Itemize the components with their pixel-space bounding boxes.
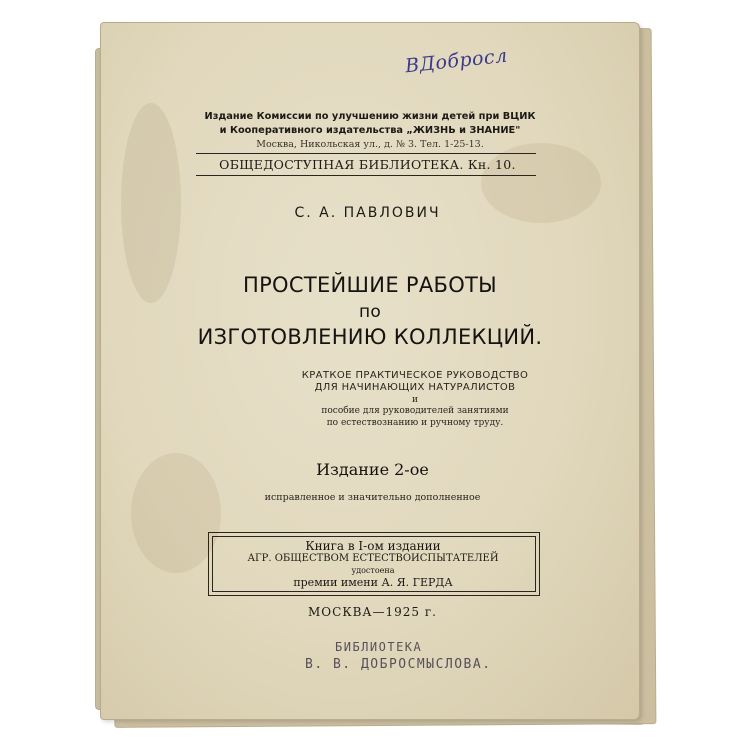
- divider-rule: [196, 175, 536, 176]
- publisher-line-1: Издание Комиссии по улучшению жизни детей при ВЦИК: [204, 111, 536, 122]
- publisher-address: Москва, Никольская ул., д. № 3. Тел. 1-25-13.: [256, 139, 484, 150]
- book-title-line-1: ПРОСТЕЙШИЕ РАБОТЫ: [243, 273, 497, 297]
- edition-note: исправленное и значительно дополненное: [264, 492, 481, 503]
- award-line-2: АГР. ОБЩЕСТВОМ ЕСТЕСТВОИСПЫТАТЕЛЕЙ: [247, 553, 499, 564]
- series-name: ОБЩЕДОСТУПНАЯ БИБЛИОТЕКА. Кн. 10.: [219, 157, 516, 172]
- book-title-line-2: по: [358, 302, 382, 322]
- handwritten-signature: ВДобросл: [404, 44, 509, 78]
- book-title-line-3: ИЗГОТОВЛЕНИЮ КОЛЛЕКЦИЙ.: [197, 325, 543, 349]
- imprint-city-year: МОСКВА—1925 г.: [308, 605, 437, 619]
- subtitle-line-2: ДЛЯ НАЧИНАЮЩИХ НАТУРАЛИСТОВ: [314, 382, 516, 393]
- divider-rule: [196, 153, 536, 154]
- publisher-line-2: и Кооперативного издательства „ЖИЗНЬ и ЗНАНИЕ": [219, 125, 521, 136]
- library-stamp-line-1: БИБЛИОТЕКА: [335, 640, 423, 654]
- award-line-4: премии имени А. Я. ГЕРДА: [293, 576, 453, 589]
- library-stamp-line-2: В. В. ДОБРОСМЫСЛОВА.: [305, 657, 492, 672]
- author-name: С. А. ПАВЛОВИЧ: [294, 205, 441, 221]
- subtitle-line-1: КРАТКОЕ ПРАКТИЧЕСКОЕ РУКОВОДСТВО: [301, 370, 529, 381]
- subtitle-line-5: по естествознанию и ручному труду.: [326, 418, 504, 428]
- edition-label: Издание 2-ое: [316, 460, 429, 479]
- award-line-3: удостоена: [351, 566, 395, 575]
- subtitle-line-3: и: [412, 395, 418, 405]
- award-line-1: Книга в I-ом издании: [305, 539, 441, 553]
- subtitle-line-4: пособие для руководителей занятиями: [321, 406, 509, 416]
